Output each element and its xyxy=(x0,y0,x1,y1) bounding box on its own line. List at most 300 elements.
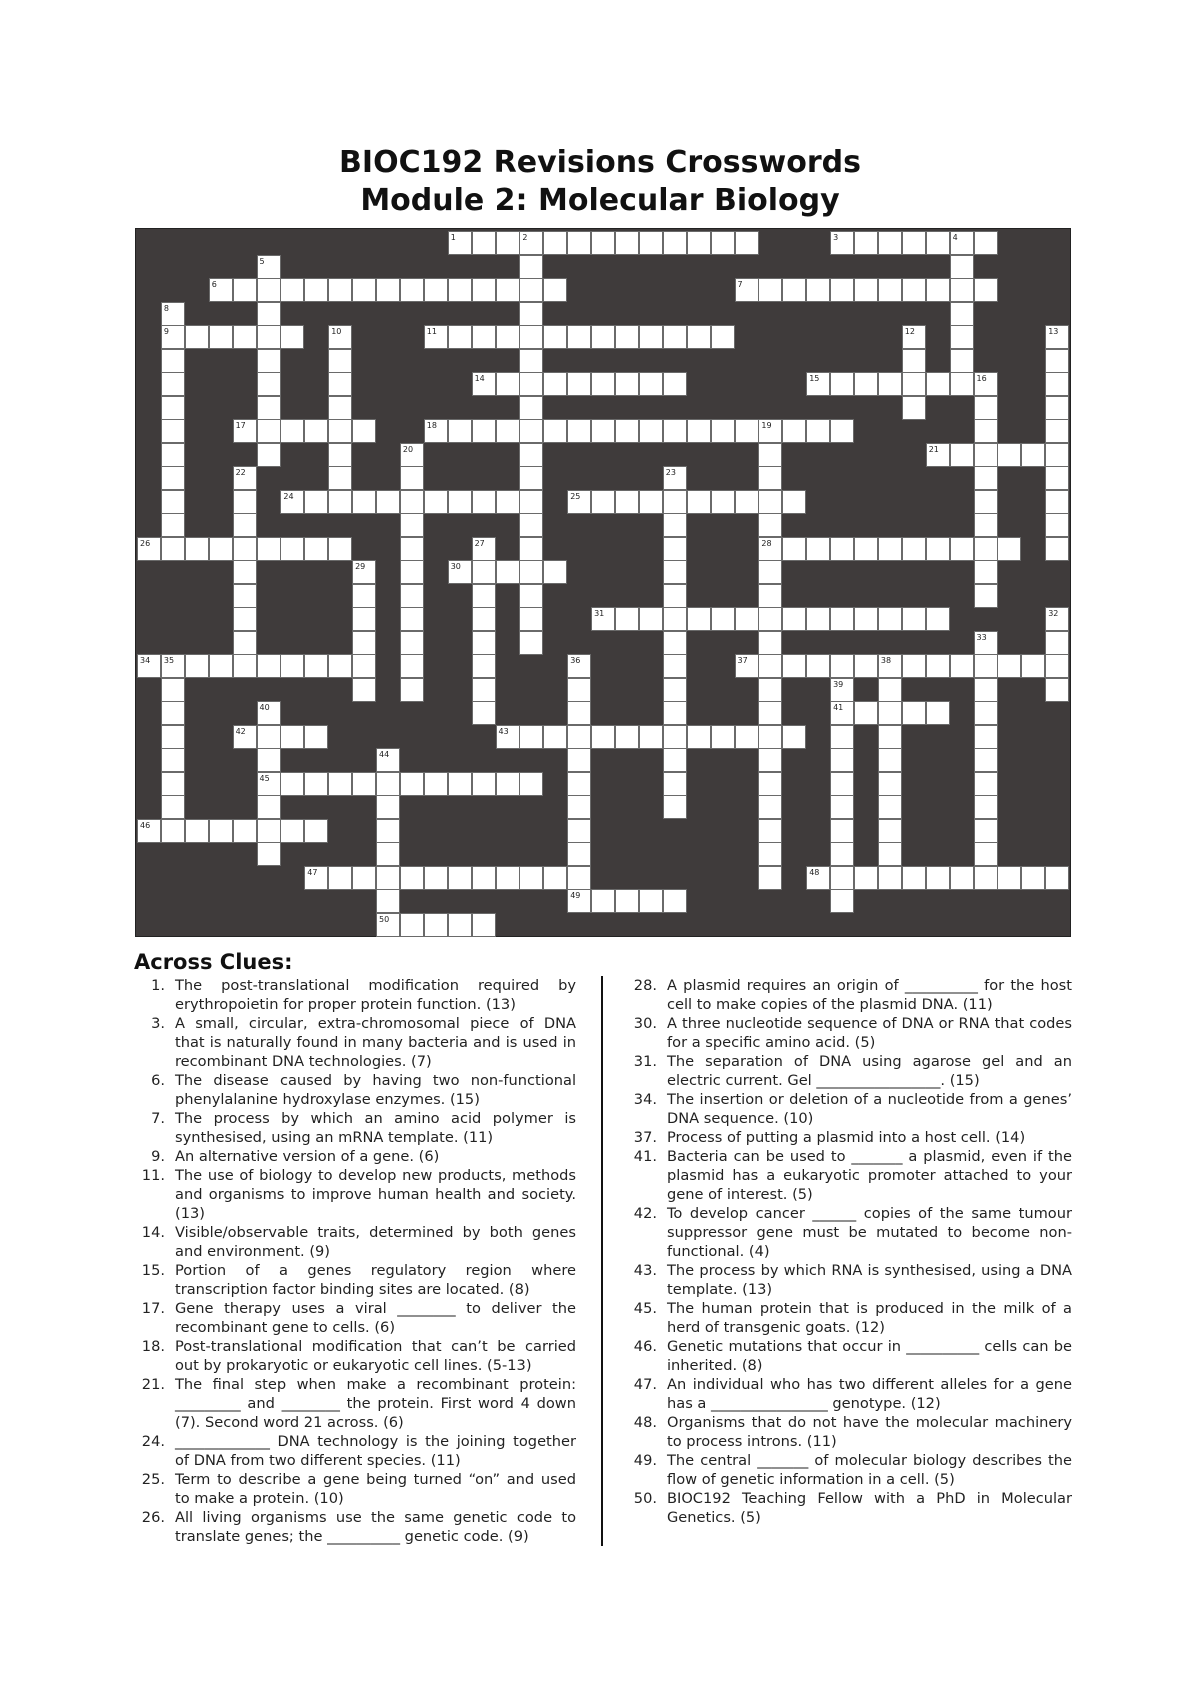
crossword-cell[interactable] xyxy=(879,726,901,748)
crossword-cell[interactable] xyxy=(544,232,566,254)
crossword-cell[interactable] xyxy=(258,326,280,348)
crossword-cell[interactable] xyxy=(712,726,734,748)
crossword-cell[interactable] xyxy=(377,843,399,865)
crossword-cell[interactable] xyxy=(831,773,853,795)
crossword-cell[interactable] xyxy=(210,655,232,677)
crossword-cell[interactable] xyxy=(688,491,710,513)
crossword-cell[interactable] xyxy=(162,796,184,818)
crossword-cell[interactable] xyxy=(927,538,949,560)
crossword-cell[interactable] xyxy=(831,608,853,630)
crossword-cell[interactable] xyxy=(688,608,710,630)
crossword-cell[interactable] xyxy=(329,326,351,348)
crossword-cell[interactable] xyxy=(473,632,495,654)
crossword-cell[interactable] xyxy=(162,773,184,795)
crossword-cell[interactable] xyxy=(473,679,495,701)
crossword-cell[interactable] xyxy=(162,820,184,842)
crossword-cell[interactable] xyxy=(927,373,949,395)
crossword-cell[interactable] xyxy=(162,491,184,513)
crossword-cell[interactable] xyxy=(568,890,590,912)
crossword-cell[interactable] xyxy=(186,820,208,842)
crossword-cell[interactable] xyxy=(162,679,184,701)
crossword-cell[interactable] xyxy=(258,655,280,677)
crossword-cell[interactable] xyxy=(449,773,471,795)
crossword-cell[interactable] xyxy=(353,491,375,513)
crossword-cell[interactable] xyxy=(377,890,399,912)
crossword-cell[interactable] xyxy=(353,561,375,583)
crossword-cell[interactable] xyxy=(234,326,256,348)
crossword-cell[interactable] xyxy=(759,538,781,560)
crossword-cell[interactable] xyxy=(831,820,853,842)
crossword-cell[interactable] xyxy=(759,444,781,466)
crossword-cell[interactable] xyxy=(162,373,184,395)
crossword-cell[interactable] xyxy=(305,867,327,889)
crossword-cell[interactable] xyxy=(329,420,351,442)
crossword-cell[interactable] xyxy=(664,726,686,748)
crossword-cell[interactable] xyxy=(831,679,853,701)
crossword-cell[interactable] xyxy=(305,726,327,748)
crossword-cell[interactable] xyxy=(1046,679,1068,701)
crossword-cell[interactable] xyxy=(616,726,638,748)
crossword-cell[interactable] xyxy=(759,491,781,513)
crossword-cell[interactable] xyxy=(449,561,471,583)
crossword-cell[interactable] xyxy=(807,279,829,301)
crossword-cell[interactable] xyxy=(497,232,519,254)
crossword-cell[interactable] xyxy=(497,326,519,348)
crossword-cell[interactable] xyxy=(1046,514,1068,536)
crossword-cell[interactable] xyxy=(664,655,686,677)
crossword-cell[interactable] xyxy=(210,326,232,348)
crossword-cell[interactable] xyxy=(831,843,853,865)
crossword-cell[interactable] xyxy=(1046,350,1068,372)
crossword-cell[interactable] xyxy=(520,373,542,395)
crossword-cell[interactable] xyxy=(736,232,758,254)
crossword-cell[interactable] xyxy=(497,773,519,795)
crossword-cell[interactable] xyxy=(759,679,781,701)
crossword-cell[interactable] xyxy=(879,279,901,301)
crossword-cell[interactable] xyxy=(520,279,542,301)
crossword-cell[interactable] xyxy=(927,867,949,889)
crossword-cell[interactable] xyxy=(473,279,495,301)
crossword-cell[interactable] xyxy=(831,726,853,748)
crossword-cell[interactable] xyxy=(807,655,829,677)
crossword-cell[interactable] xyxy=(329,491,351,513)
crossword-cell[interactable] xyxy=(951,373,973,395)
crossword-cell[interactable] xyxy=(234,538,256,560)
crossword-cell[interactable] xyxy=(473,326,495,348)
crossword-cell[interactable] xyxy=(329,444,351,466)
crossword-cell[interactable] xyxy=(520,326,542,348)
crossword-cell[interactable] xyxy=(975,773,997,795)
crossword-cell[interactable] xyxy=(329,350,351,372)
crossword-cell[interactable] xyxy=(258,397,280,419)
crossword-cell[interactable] xyxy=(258,749,280,771)
crossword-cell[interactable] xyxy=(520,538,542,560)
crossword-cell[interactable] xyxy=(329,279,351,301)
crossword-cell[interactable] xyxy=(162,467,184,489)
crossword-cell[interactable] xyxy=(544,279,566,301)
crossword-cell[interactable] xyxy=(855,867,877,889)
crossword-cell[interactable] xyxy=(425,279,447,301)
crossword-cell[interactable] xyxy=(281,726,303,748)
crossword-cell[interactable] xyxy=(210,538,232,560)
crossword-cell[interactable] xyxy=(759,561,781,583)
crossword-cell[interactable] xyxy=(664,796,686,818)
crossword-cell[interactable] xyxy=(329,655,351,677)
crossword-cell[interactable] xyxy=(951,326,973,348)
crossword-cell[interactable] xyxy=(520,397,542,419)
crossword-cell[interactable] xyxy=(305,279,327,301)
crossword-cell[interactable] xyxy=(305,655,327,677)
crossword-cell[interactable] xyxy=(329,538,351,560)
crossword-cell[interactable] xyxy=(975,867,997,889)
crossword-cell[interactable] xyxy=(736,726,758,748)
crossword-cell[interactable] xyxy=(497,561,519,583)
crossword-cell[interactable] xyxy=(162,303,184,325)
crossword-cell[interactable] xyxy=(1046,326,1068,348)
crossword-cell[interactable] xyxy=(520,350,542,372)
crossword-cell[interactable] xyxy=(664,773,686,795)
crossword-cell[interactable] xyxy=(449,420,471,442)
crossword-cell[interactable] xyxy=(401,867,423,889)
crossword-cell[interactable] xyxy=(712,232,734,254)
crossword-cell[interactable] xyxy=(1046,444,1068,466)
crossword-cell[interactable] xyxy=(951,867,973,889)
crossword-cell[interactable] xyxy=(807,373,829,395)
crossword-cell[interactable] xyxy=(520,608,542,630)
crossword-cell[interactable] xyxy=(329,867,351,889)
crossword-cell[interactable] xyxy=(998,444,1020,466)
crossword-cell[interactable] xyxy=(951,538,973,560)
crossword-cell[interactable] xyxy=(544,373,566,395)
crossword-cell[interactable] xyxy=(377,796,399,818)
crossword-cell[interactable] xyxy=(473,373,495,395)
crossword-cell[interactable] xyxy=(783,655,805,677)
crossword-cell[interactable] xyxy=(377,491,399,513)
crossword-cell[interactable] xyxy=(353,608,375,630)
crossword-cell[interactable] xyxy=(162,420,184,442)
crossword-cell[interactable] xyxy=(162,538,184,560)
crossword-cell[interactable] xyxy=(759,585,781,607)
crossword-cell[interactable] xyxy=(377,773,399,795)
crossword-cell[interactable] xyxy=(855,655,877,677)
crossword-cell[interactable] xyxy=(855,279,877,301)
crossword-cell[interactable] xyxy=(879,608,901,630)
crossword-cell[interactable] xyxy=(1046,608,1068,630)
crossword-cell[interactable] xyxy=(186,538,208,560)
crossword-cell[interactable] xyxy=(377,749,399,771)
crossword-cell[interactable] xyxy=(401,632,423,654)
crossword-cell[interactable] xyxy=(1046,467,1068,489)
crossword-cell[interactable] xyxy=(353,655,375,677)
crossword-cell[interactable] xyxy=(258,820,280,842)
crossword-cell[interactable] xyxy=(449,914,471,936)
crossword-cell[interactable] xyxy=(855,608,877,630)
crossword-cell[interactable] xyxy=(377,820,399,842)
crossword-cell[interactable] xyxy=(759,514,781,536)
crossword-cell[interactable] xyxy=(879,538,901,560)
crossword-cell[interactable] xyxy=(473,420,495,442)
crossword-cell[interactable] xyxy=(401,679,423,701)
crossword-cell[interactable] xyxy=(234,655,256,677)
crossword-cell[interactable] xyxy=(258,773,280,795)
crossword-cell[interactable] xyxy=(281,820,303,842)
crossword-cell[interactable] xyxy=(425,914,447,936)
crossword-cell[interactable] xyxy=(234,561,256,583)
crossword-cell[interactable] xyxy=(162,655,184,677)
crossword-cell[interactable] xyxy=(520,514,542,536)
crossword-cell[interactable] xyxy=(831,890,853,912)
crossword-cell[interactable] xyxy=(664,585,686,607)
crossword-cell[interactable] xyxy=(401,585,423,607)
crossword-cell[interactable] xyxy=(305,820,327,842)
crossword-cell[interactable] xyxy=(951,303,973,325)
crossword-cell[interactable] xyxy=(688,726,710,748)
crossword-cell[interactable] xyxy=(975,820,997,842)
crossword-cell[interactable] xyxy=(975,679,997,701)
crossword-cell[interactable] xyxy=(664,373,686,395)
crossword-cell[interactable] xyxy=(401,914,423,936)
crossword-cell[interactable] xyxy=(138,820,160,842)
crossword-cell[interactable] xyxy=(258,726,280,748)
crossword-cell[interactable] xyxy=(401,773,423,795)
crossword-cell[interactable] xyxy=(544,420,566,442)
crossword-cell[interactable] xyxy=(855,373,877,395)
crossword-cell[interactable] xyxy=(783,538,805,560)
crossword-cell[interactable] xyxy=(712,491,734,513)
crossword-cell[interactable] xyxy=(568,420,590,442)
crossword-cell[interactable] xyxy=(712,608,734,630)
crossword-cell[interactable] xyxy=(162,350,184,372)
crossword-cell[interactable] xyxy=(975,655,997,677)
crossword-cell[interactable] xyxy=(186,326,208,348)
crossword-cell[interactable] xyxy=(998,538,1020,560)
crossword-cell[interactable] xyxy=(903,279,925,301)
crossword-cell[interactable] xyxy=(879,702,901,724)
crossword-cell[interactable] xyxy=(998,867,1020,889)
crossword-cell[interactable] xyxy=(951,256,973,278)
crossword-cell[interactable] xyxy=(281,279,303,301)
crossword-cell[interactable] xyxy=(975,232,997,254)
crossword-cell[interactable] xyxy=(401,655,423,677)
crossword-cell[interactable] xyxy=(736,608,758,630)
crossword-cell[interactable] xyxy=(568,867,590,889)
crossword-cell[interactable] xyxy=(568,820,590,842)
crossword-cell[interactable] xyxy=(520,773,542,795)
crossword-cell[interactable] xyxy=(736,491,758,513)
crossword-cell[interactable] xyxy=(664,561,686,583)
crossword-cell[interactable] xyxy=(664,514,686,536)
crossword-cell[interactable] xyxy=(497,420,519,442)
crossword-cell[interactable] xyxy=(234,726,256,748)
crossword-cell[interactable] xyxy=(162,749,184,771)
crossword-cell[interactable] xyxy=(640,726,662,748)
crossword-cell[interactable] xyxy=(998,655,1020,677)
crossword-cell[interactable] xyxy=(258,843,280,865)
crossword-cell[interactable] xyxy=(568,796,590,818)
crossword-cell[interactable] xyxy=(497,279,519,301)
crossword-cell[interactable] xyxy=(1046,420,1068,442)
crossword-cell[interactable] xyxy=(281,538,303,560)
crossword-cell[interactable] xyxy=(903,326,925,348)
crossword-cell[interactable] xyxy=(903,373,925,395)
crossword-cell[interactable] xyxy=(497,491,519,513)
crossword-cell[interactable] xyxy=(616,608,638,630)
crossword-cell[interactable] xyxy=(975,373,997,395)
crossword-cell[interactable] xyxy=(664,702,686,724)
crossword-cell[interactable] xyxy=(473,608,495,630)
crossword-cell[interactable] xyxy=(736,655,758,677)
crossword-cell[interactable] xyxy=(951,279,973,301)
crossword-cell[interactable] xyxy=(258,279,280,301)
crossword-cell[interactable] xyxy=(520,491,542,513)
crossword-cell[interactable] xyxy=(544,726,566,748)
crossword-cell[interactable] xyxy=(234,279,256,301)
crossword-cell[interactable] xyxy=(879,820,901,842)
crossword-cell[interactable] xyxy=(329,773,351,795)
crossword-cell[interactable] xyxy=(592,726,614,748)
crossword-cell[interactable] xyxy=(258,350,280,372)
crossword-cell[interactable] xyxy=(329,397,351,419)
crossword-cell[interactable] xyxy=(664,608,686,630)
crossword-cell[interactable] xyxy=(975,279,997,301)
crossword-cell[interactable] xyxy=(616,420,638,442)
crossword-cell[interactable] xyxy=(520,867,542,889)
crossword-cell[interactable] xyxy=(520,420,542,442)
crossword-cell[interactable] xyxy=(759,420,781,442)
crossword-cell[interactable] xyxy=(520,561,542,583)
crossword-cell[interactable] xyxy=(258,796,280,818)
crossword-cell[interactable] xyxy=(640,608,662,630)
crossword-cell[interactable] xyxy=(568,679,590,701)
crossword-cell[interactable] xyxy=(831,420,853,442)
crossword-cell[interactable] xyxy=(975,444,997,466)
crossword-cell[interactable] xyxy=(473,655,495,677)
crossword-cell[interactable] xyxy=(592,420,614,442)
crossword-cell[interactable] xyxy=(520,726,542,748)
crossword-cell[interactable] xyxy=(520,444,542,466)
crossword-cell[interactable] xyxy=(759,726,781,748)
crossword-cell[interactable] xyxy=(927,279,949,301)
crossword-cell[interactable] xyxy=(688,326,710,348)
crossword-cell[interactable] xyxy=(138,538,160,560)
crossword-cell[interactable] xyxy=(425,491,447,513)
crossword-cell[interactable] xyxy=(927,232,949,254)
crossword-cell[interactable] xyxy=(473,561,495,583)
crossword-cell[interactable] xyxy=(712,420,734,442)
crossword-cell[interactable] xyxy=(664,749,686,771)
crossword-cell[interactable] xyxy=(353,585,375,607)
crossword-cell[interactable] xyxy=(234,420,256,442)
crossword-cell[interactable] xyxy=(258,373,280,395)
crossword-cell[interactable] xyxy=(377,279,399,301)
crossword-cell[interactable] xyxy=(951,350,973,372)
crossword-cell[interactable] xyxy=(903,655,925,677)
crossword-cell[interactable] xyxy=(520,585,542,607)
crossword-cell[interactable] xyxy=(759,773,781,795)
crossword-cell[interactable] xyxy=(783,279,805,301)
crossword-cell[interactable] xyxy=(640,420,662,442)
crossword-cell[interactable] xyxy=(903,538,925,560)
crossword-cell[interactable] xyxy=(449,232,471,254)
crossword-cell[interactable] xyxy=(640,326,662,348)
crossword-cell[interactable] xyxy=(568,749,590,771)
crossword-cell[interactable] xyxy=(759,279,781,301)
crossword-cell[interactable] xyxy=(616,890,638,912)
crossword-cell[interactable] xyxy=(473,232,495,254)
crossword-cell[interactable] xyxy=(401,538,423,560)
crossword-cell[interactable] xyxy=(401,467,423,489)
crossword-cell[interactable] xyxy=(473,867,495,889)
crossword-cell[interactable] xyxy=(664,491,686,513)
crossword-cell[interactable] xyxy=(138,655,160,677)
crossword-cell[interactable] xyxy=(640,491,662,513)
crossword-cell[interactable] xyxy=(831,796,853,818)
crossword-cell[interactable] xyxy=(879,749,901,771)
crossword-cell[interactable] xyxy=(664,632,686,654)
crossword-cell[interactable] xyxy=(831,655,853,677)
crossword-cell[interactable] xyxy=(281,420,303,442)
crossword-cell[interactable] xyxy=(1022,867,1044,889)
crossword-cell[interactable] xyxy=(353,773,375,795)
crossword-cell[interactable] xyxy=(473,491,495,513)
crossword-cell[interactable] xyxy=(329,373,351,395)
crossword-cell[interactable] xyxy=(759,467,781,489)
crossword-cell[interactable] xyxy=(975,538,997,560)
crossword-cell[interactable] xyxy=(664,679,686,701)
crossword-cell[interactable] xyxy=(759,702,781,724)
crossword-cell[interactable] xyxy=(975,397,997,419)
crossword-cell[interactable] xyxy=(736,420,758,442)
crossword-cell[interactable] xyxy=(473,773,495,795)
crossword-cell[interactable] xyxy=(879,679,901,701)
crossword-cell[interactable] xyxy=(664,420,686,442)
crossword-cell[interactable] xyxy=(1046,373,1068,395)
crossword-cell[interactable] xyxy=(903,867,925,889)
crossword-cell[interactable] xyxy=(879,843,901,865)
crossword-cell[interactable] xyxy=(353,867,375,889)
crossword-cell[interactable] xyxy=(736,279,758,301)
crossword-cell[interactable] xyxy=(592,890,614,912)
crossword-cell[interactable] xyxy=(664,538,686,560)
crossword-cell[interactable] xyxy=(783,491,805,513)
crossword-cell[interactable] xyxy=(353,279,375,301)
crossword-cell[interactable] xyxy=(568,655,590,677)
crossword-cell[interactable] xyxy=(759,749,781,771)
crossword-cell[interactable] xyxy=(592,232,614,254)
crossword-cell[interactable] xyxy=(210,820,232,842)
crossword-cell[interactable] xyxy=(712,326,734,348)
crossword-cell[interactable] xyxy=(640,232,662,254)
crossword-cell[interactable] xyxy=(688,232,710,254)
crossword-cell[interactable] xyxy=(975,796,997,818)
crossword-cell[interactable] xyxy=(281,655,303,677)
crossword-cell[interactable] xyxy=(473,538,495,560)
crossword-cell[interactable] xyxy=(759,655,781,677)
crossword-cell[interactable] xyxy=(831,232,853,254)
crossword-cell[interactable] xyxy=(759,608,781,630)
crossword-cell[interactable] xyxy=(162,397,184,419)
crossword-cell[interactable] xyxy=(807,867,829,889)
crossword-cell[interactable] xyxy=(568,491,590,513)
crossword-cell[interactable] xyxy=(975,561,997,583)
crossword-cell[interactable] xyxy=(975,585,997,607)
crossword-cell[interactable] xyxy=(162,444,184,466)
crossword-cell[interactable] xyxy=(210,279,232,301)
crossword-cell[interactable] xyxy=(759,820,781,842)
crossword-cell[interactable] xyxy=(855,702,877,724)
crossword-cell[interactable] xyxy=(927,444,949,466)
crossword-cell[interactable] xyxy=(831,279,853,301)
